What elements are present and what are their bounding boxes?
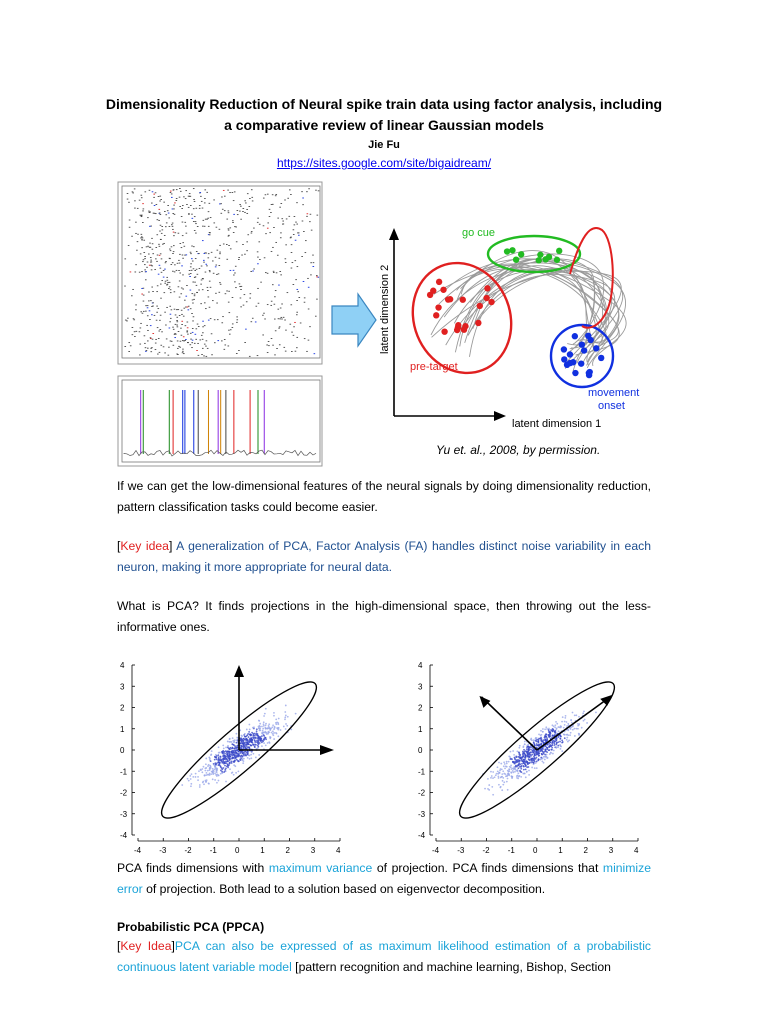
x-tick-label: -1 — [507, 846, 515, 855]
summary-text-2: of projection. PCA finds dimensions that — [372, 861, 603, 875]
spike-raster-panel — [118, 182, 322, 364]
label-movement: movement — [588, 387, 640, 399]
key-idea-label: Key idea — [120, 539, 169, 553]
transform-arrow — [332, 294, 376, 346]
latent-space-plot — [379, 227, 639, 457]
x-tick-label: 2 — [285, 846, 290, 855]
y-tick-label: -4 — [418, 831, 426, 840]
y-tick-label: -1 — [120, 767, 128, 777]
y-tick-label: 2 — [120, 703, 125, 713]
highlight-maximum-variance: maximum variance — [268, 861, 373, 875]
figure-caption: Yu et. al., 2008, by permission. — [436, 443, 601, 457]
y-tick-label: 3 — [418, 682, 423, 692]
paragraph-key-idea-ppca — [117, 936, 651, 978]
bracket-open: [ — [117, 539, 121, 553]
paragraph-pca-summary — [117, 858, 651, 900]
paragraph-key-idea-fa — [117, 536, 651, 578]
x-tick-label: -1 — [209, 846, 217, 855]
y-tick-label: 2 — [418, 703, 423, 713]
summary-text-1: PCA finds dimensions with — [117, 861, 269, 875]
summary-text-3: of projection. Both lead to a solution based on eigenvector decomposition. — [142, 882, 546, 896]
x-tick-label: 3 — [310, 846, 316, 855]
label-go-cue: go cue — [462, 227, 496, 239]
x-tick-label: 2 — [583, 846, 588, 855]
y-tick-label: 0 — [418, 746, 423, 755]
key-idea-highlight: PCA can also be expressed of as maximum likelihood estimation of a probabilistic continuous latent variable model — [117, 939, 651, 974]
y-tick-label: 3 — [120, 682, 125, 692]
key-idea-label: Key Idea — [120, 939, 172, 953]
bracket-close: ] — [171, 939, 175, 953]
x-tick-label: 0 — [533, 846, 538, 855]
y-tick-label: -1 — [418, 767, 426, 777]
y-tick-label: 1 — [120, 724, 125, 734]
y-tick-label: -3 — [120, 809, 128, 819]
figure-latent-dimensions — [110, 178, 640, 468]
x-tick-label: -3 — [457, 846, 465, 855]
y-axis-label: latent dimension 2 — [379, 264, 391, 354]
x-tick-label: 3 — [608, 846, 614, 855]
x-tick-label: -3 — [159, 846, 167, 855]
figure-pca-projections — [108, 645, 648, 855]
label-pre-target: pre-target — [410, 361, 458, 373]
x-tick-label: 4 — [634, 846, 639, 855]
title-line-2: a comparative review of linear Gaussian models — [224, 117, 544, 133]
y-tick-label: 1 — [418, 724, 423, 734]
document-title — [60, 94, 708, 136]
bracket-close: ] — [168, 539, 173, 553]
x-tick-label: 0 — [235, 846, 240, 855]
x-tick-label: 4 — [336, 846, 341, 855]
key-idea-text: A generalization of PCA, Factor Analysis (FA) handles distinct noise variability in each neuron, making it more appropriate for neural data. — [117, 539, 651, 574]
x-tick-label: -2 — [184, 846, 192, 855]
y-tick-label: -2 — [120, 788, 128, 798]
x-tick-label: -4 — [134, 846, 142, 855]
author-site-link[interactable]: https://sites.google.com/site/bigaidream/ — [276, 156, 492, 170]
y-tick-label: 4 — [120, 661, 125, 670]
bracket-open: [ — [117, 939, 121, 953]
x-tick-label: -2 — [482, 846, 490, 855]
section-heading-ppca: Probabilistic PCA (PPCA) — [117, 920, 265, 934]
title-line-1: Dimensionality Reduction of Neural spike train data using factor analysis, including — [105, 96, 663, 112]
author-name: Jie Fu — [368, 139, 400, 151]
pca-plot-min-error — [418, 661, 639, 855]
y-tick-label: -4 — [120, 831, 128, 840]
label-onset: onset — [598, 400, 625, 412]
paragraph-what-is-pca: What is PCA? It finds projections in the high-dimensional space, then throwing out the less-informative ones. — [117, 599, 651, 634]
x-axis-label: latent dimension 1 — [512, 418, 602, 430]
highlight-minimize-error: minimize error — [117, 861, 651, 896]
y-tick-label: 4 — [418, 661, 423, 670]
y-tick-label: 0 — [120, 746, 125, 755]
psth-panel — [118, 376, 322, 466]
x-tick-label: 1 — [558, 846, 563, 855]
y-tick-label: -3 — [418, 809, 426, 819]
x-tick-label: -4 — [432, 846, 440, 855]
paragraph-intro: If we can get the low-dimensional features of the neural signals by doing dimensionality reduction, pattern classification tasks could become easier. — [117, 479, 651, 514]
key-idea-text: [pattern recognition and machine learning, Bishop, Section — [291, 960, 611, 974]
y-tick-label: -2 — [418, 788, 426, 798]
x-tick-label: 1 — [260, 846, 265, 855]
pca-plot-max-variance — [120, 661, 341, 855]
